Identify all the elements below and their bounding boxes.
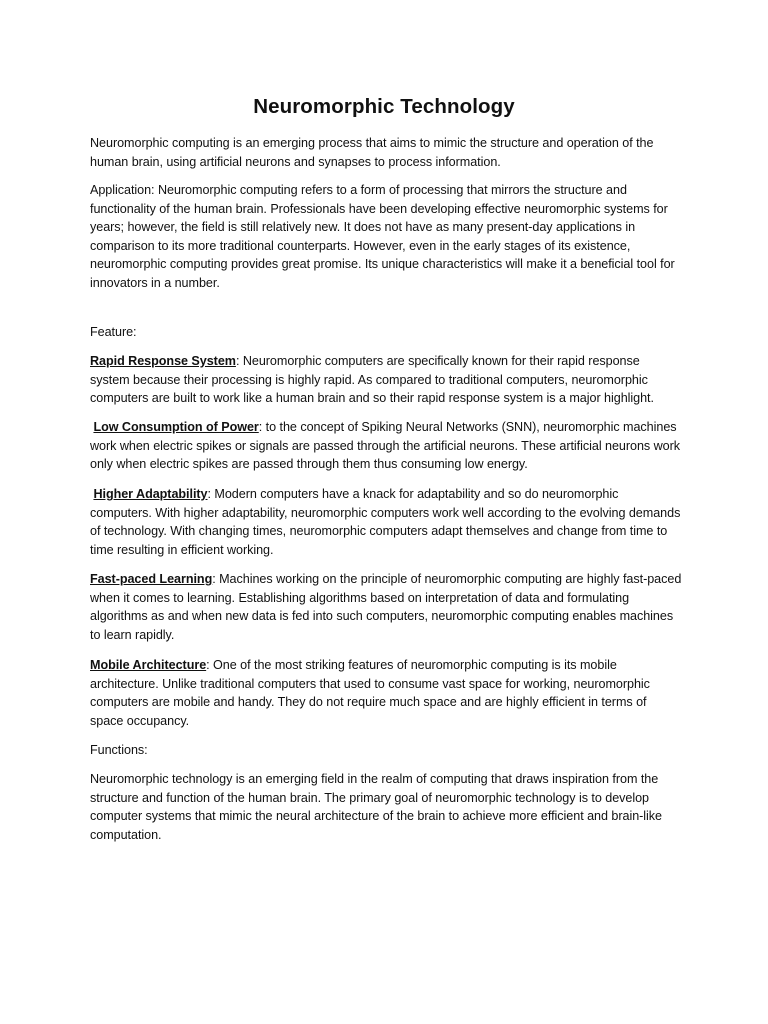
feature-text: : One of the most striking features of neuromorphic computing is its mobile architecture. Unlike traditional computers that used to consume vast space for working, neuromorphic computers are mobile and handy. They do not require much space and are highly efficient in terms of space occupancy. (90, 658, 650, 728)
feature-text: : Neuromorphic computers are specifically known for their rapid response system because their processing is highly rapid. As compared to traditional computers, neuromorphic computers are built to work like a human brain and so their rapid response system is a major highlight. (90, 354, 654, 406)
feature-text: : Modern computers have a knack for adaptability and so do neuromorphic computers. With higher adaptability, neuromorphic computers work well according to the evolving demands of technology. With changing times, neuromorphic computers adapt themselves and change from time to time resulting in efficient working. (90, 487, 681, 557)
feature-higher-adaptability (90, 485, 682, 559)
functions-paragraph: Neuromorphic technology is an emerging field in the realm of computing that draws inspiration from the structure and function of the human brain. The primary goal of neuromorphic technology is to develop computer systems that mimic the neural architecture of the brain to achieve more efficient and brain-like computation. (90, 772, 663, 842)
intro-paragraph: Neuromorphic computing is an emerging process that aims to mimic the structure and operation of the human brain, using artificial neurons and synapses to process information. (90, 136, 654, 169)
application-paragraph: Application: Neuromorphic computing refers to a form of processing that mirrors the structure and functionality of the human brain. Professionals have been developing effective neuromorphic systems for years; however, the field is still relatively new. It does not have as many present-day applications in comparison to its more traditional counterparts. However, even in the early stages of its existence, neuromorphic computing provides great promise. Its unique characteristics will make it a beneficial tool for innovators in a number. (90, 183, 675, 290)
feature-text: : to the concept of Spiking Neural Networks (SNN), neuromorphic machines work when electric spikes or signals are passed through the artificial neurons. These artificial neurons work only when electric spikes are passed through them thus consuming low energy. (90, 420, 681, 472)
feature-fast-paced-learning (90, 570, 682, 644)
feature-label: Low Consumption of Power (93, 420, 259, 434)
feature-label: Rapid Response System (90, 354, 236, 368)
feature-heading: Feature: (90, 325, 137, 339)
functions-heading: Functions: (90, 743, 148, 757)
feature-low-power (90, 418, 682, 474)
feature-rapid-response (90, 352, 682, 408)
document-title: Neuromorphic Technology (253, 95, 515, 118)
feature-text: : Machines working on the principle of neuromorphic computing are highly fast-paced when it comes to learning. Establishing algorithms based on interpretation of data and formulating algorithms as and when new data is fed into such computers, neuromorphic computing enables machines to learn rapidly. (90, 572, 682, 642)
feature-label: Mobile Architecture (90, 658, 207, 672)
feature-label: Higher Adaptability (93, 487, 208, 501)
feature-mobile-architecture (90, 656, 682, 730)
feature-label: Fast-paced Learning (90, 572, 213, 586)
